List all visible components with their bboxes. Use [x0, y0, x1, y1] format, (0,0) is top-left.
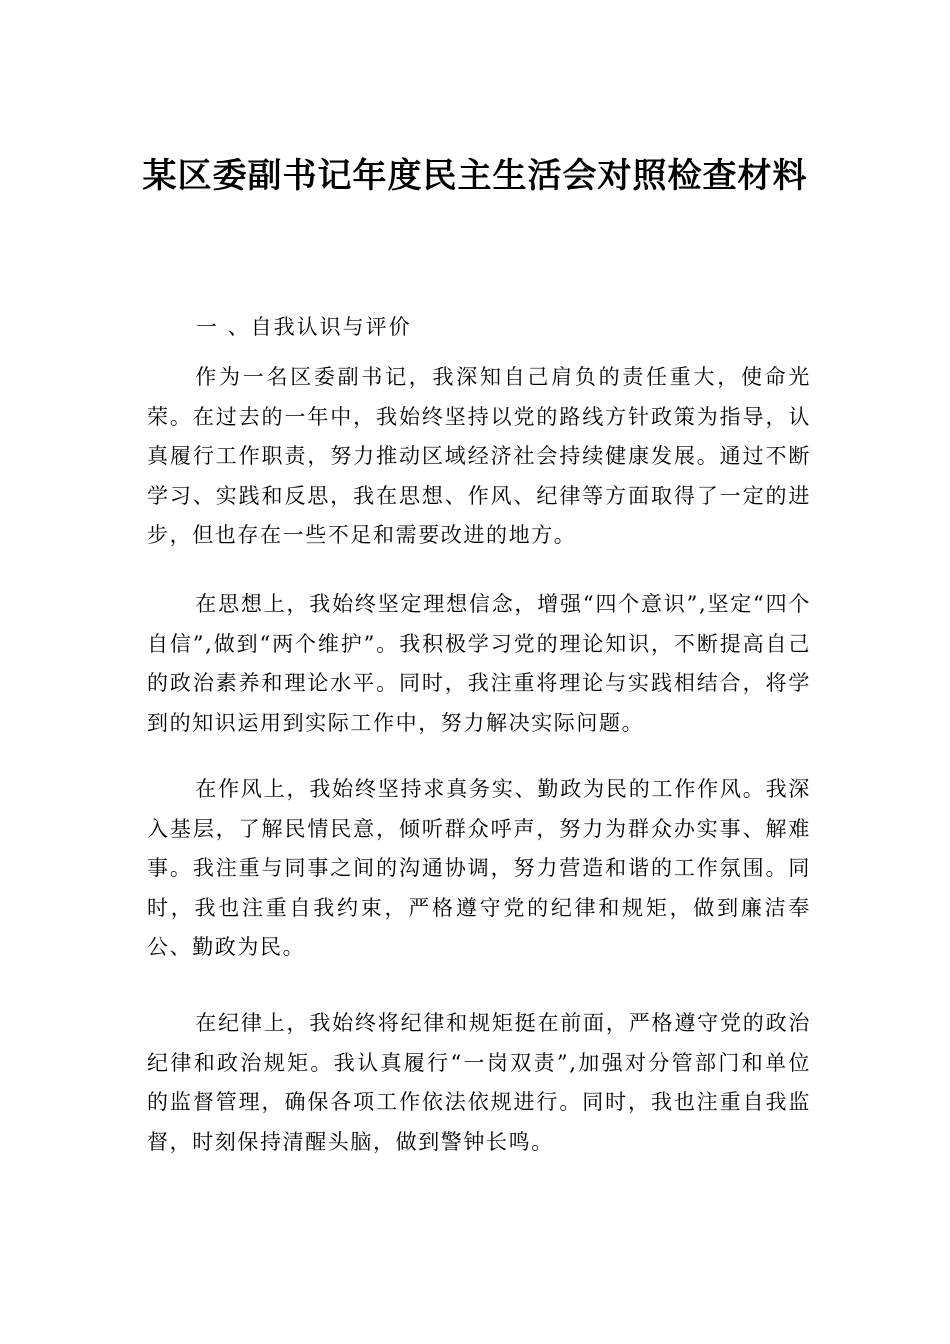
body-paragraph: 在思想上，我始终坚定理想信念，增强“四个意识”,坚定“四个自信”,做到“两个维护”。我积极学习党的理论知识，不断提高自己的政治素养和理论水平。同时，我注重将理论与实践相结合，将学到的知识运用到实际工作中，努力解决实际问题。 [147, 592, 811, 735]
document-title: 某区委副书记年度民主生活会对照检查材料 [142, 156, 808, 196]
body-paragraph: 在作风上，我始终坚持求真务实、勤政为民的工作作风。我深入基层，了解民情民意，倾听群众呼声，努力为群众办实事、解难事。我注重与同事之间的沟通协调，努力营造和谐的工作氛围。同时，我也注重自我约束，严格遵守党的纪律和规矩，做到廉洁奉公、勤政为民。 [147, 777, 811, 959]
section-heading: 一 、自我认识与评价 [196, 315, 412, 339]
body-paragraph: 作为一名区委副书记，我深知自己肩负的责任重大，使命光荣。在过去的一年中，我始终坚持以党的路线方针政策为指导，认真履行工作职责，努力推动区域经济社会持续健康发展。通过不断学习、实践和反思，我在思想、作风、纪律等方面取得了一定的进步，但也存在一些不足和需要改进的地方。 [147, 365, 811, 547]
body-paragraph: 在纪律上，我始终将纪律和规矩挺在前面，严格遵守党的政治纪律和政治规矩。我认真履行“一岗双责”,加强对分管部门和单位的监督管理，确保各项工作依法依规进行。同时，我也注重自我监督，时刻保持清醒头脑，做到警钟长鸣。 [147, 1011, 811, 1154]
